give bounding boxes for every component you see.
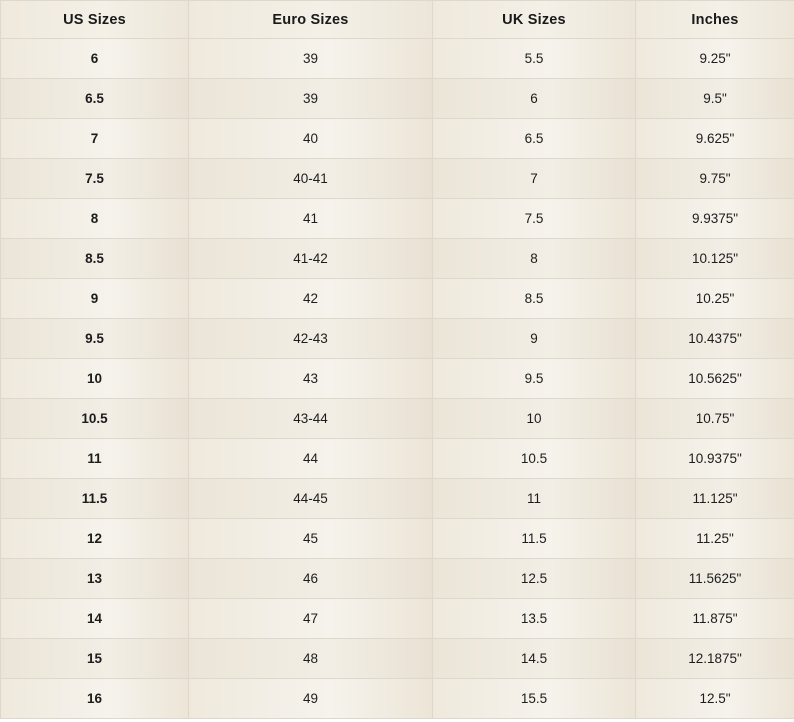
cell-uk-size: 11.5 <box>433 519 636 559</box>
header-row <box>1 1 794 39</box>
cell-us-size: 10.5 <box>1 399 189 439</box>
cell-us-size: 10 <box>1 359 189 399</box>
cell-us-size: 12 <box>1 519 189 559</box>
table-row <box>1 279 794 319</box>
cell-inches: 11.125" <box>636 479 794 519</box>
cell-inches: 9.75" <box>636 159 794 199</box>
cell-inches: 10.9375" <box>636 439 794 479</box>
table-row <box>1 359 794 399</box>
cell-inches: 10.25" <box>636 279 794 319</box>
cell-uk-size: 7.5 <box>433 199 636 239</box>
table-row <box>1 679 794 719</box>
cell-euro-size: 39 <box>189 39 433 79</box>
cell-uk-size: 15.5 <box>433 679 636 719</box>
cell-us-size: 13 <box>1 559 189 599</box>
cell-euro-size: 40-41 <box>189 159 433 199</box>
cell-uk-size: 8.5 <box>433 279 636 319</box>
table-row <box>1 479 794 519</box>
table-row <box>1 439 794 479</box>
cell-uk-size: 10.5 <box>433 439 636 479</box>
cell-inches: 9.9375" <box>636 199 794 239</box>
cell-uk-size: 6 <box>433 79 636 119</box>
cell-uk-size: 14.5 <box>433 639 636 679</box>
cell-us-size: 9 <box>1 279 189 319</box>
table-row <box>1 399 794 439</box>
table-header <box>1 1 794 39</box>
table-row <box>1 39 794 79</box>
cell-euro-size: 40 <box>189 119 433 159</box>
table-row <box>1 119 794 159</box>
cell-inches: 10.5625" <box>636 359 794 399</box>
cell-inches: 9.625" <box>636 119 794 159</box>
table-row <box>1 79 794 119</box>
cell-us-size: 11 <box>1 439 189 479</box>
cell-euro-size: 42 <box>189 279 433 319</box>
cell-us-size: 8 <box>1 199 189 239</box>
cell-euro-size: 39 <box>189 79 433 119</box>
table-row <box>1 159 794 199</box>
cell-inches: 11.5625" <box>636 559 794 599</box>
cell-inches: 11.25" <box>636 519 794 559</box>
table-row <box>1 319 794 359</box>
cell-euro-size: 49 <box>189 679 433 719</box>
cell-euro-size: 45 <box>189 519 433 559</box>
cell-us-size: 11.5 <box>1 479 189 519</box>
column-header-uk-sizes: UK Sizes <box>433 1 636 39</box>
cell-inches: 12.5" <box>636 679 794 719</box>
cell-inches: 10.75" <box>636 399 794 439</box>
cell-uk-size: 9 <box>433 319 636 359</box>
cell-euro-size: 42-43 <box>189 319 433 359</box>
cell-us-size: 16 <box>1 679 189 719</box>
cell-uk-size: 9.5 <box>433 359 636 399</box>
cell-euro-size: 41-42 <box>189 239 433 279</box>
table-row <box>1 559 794 599</box>
table-row <box>1 199 794 239</box>
table-row <box>1 639 794 679</box>
cell-us-size: 15 <box>1 639 189 679</box>
cell-us-size: 6 <box>1 39 189 79</box>
cell-euro-size: 44-45 <box>189 479 433 519</box>
cell-euro-size: 44 <box>189 439 433 479</box>
cell-uk-size: 12.5 <box>433 559 636 599</box>
cell-uk-size: 7 <box>433 159 636 199</box>
cell-uk-size: 6.5 <box>433 119 636 159</box>
cell-euro-size: 43 <box>189 359 433 399</box>
column-header-euro-sizes: Euro Sizes <box>189 1 433 39</box>
table-row <box>1 599 794 639</box>
cell-euro-size: 48 <box>189 639 433 679</box>
cell-us-size: 9.5 <box>1 319 189 359</box>
cell-uk-size: 5.5 <box>433 39 636 79</box>
column-header-us-sizes: US Sizes <box>1 1 189 39</box>
cell-us-size: 7 <box>1 119 189 159</box>
cell-inches: 12.1875" <box>636 639 794 679</box>
table-row <box>1 519 794 559</box>
cell-us-size: 14 <box>1 599 189 639</box>
cell-inches: 10.4375" <box>636 319 794 359</box>
cell-us-size: 7.5 <box>1 159 189 199</box>
cell-euro-size: 43-44 <box>189 399 433 439</box>
column-header-inches: Inches <box>636 1 794 39</box>
cell-euro-size: 46 <box>189 559 433 599</box>
cell-inches: 11.875" <box>636 599 794 639</box>
table-body <box>1 39 794 719</box>
cell-euro-size: 47 <box>189 599 433 639</box>
cell-inches: 9.5" <box>636 79 794 119</box>
table-row <box>1 239 794 279</box>
cell-us-size: 8.5 <box>1 239 189 279</box>
cell-us-size: 6.5 <box>1 79 189 119</box>
cell-uk-size: 8 <box>433 239 636 279</box>
cell-inches: 9.25" <box>636 39 794 79</box>
cell-inches: 10.125" <box>636 239 794 279</box>
cell-uk-size: 11 <box>433 479 636 519</box>
cell-euro-size: 41 <box>189 199 433 239</box>
cell-uk-size: 13.5 <box>433 599 636 639</box>
cell-uk-size: 10 <box>433 399 636 439</box>
